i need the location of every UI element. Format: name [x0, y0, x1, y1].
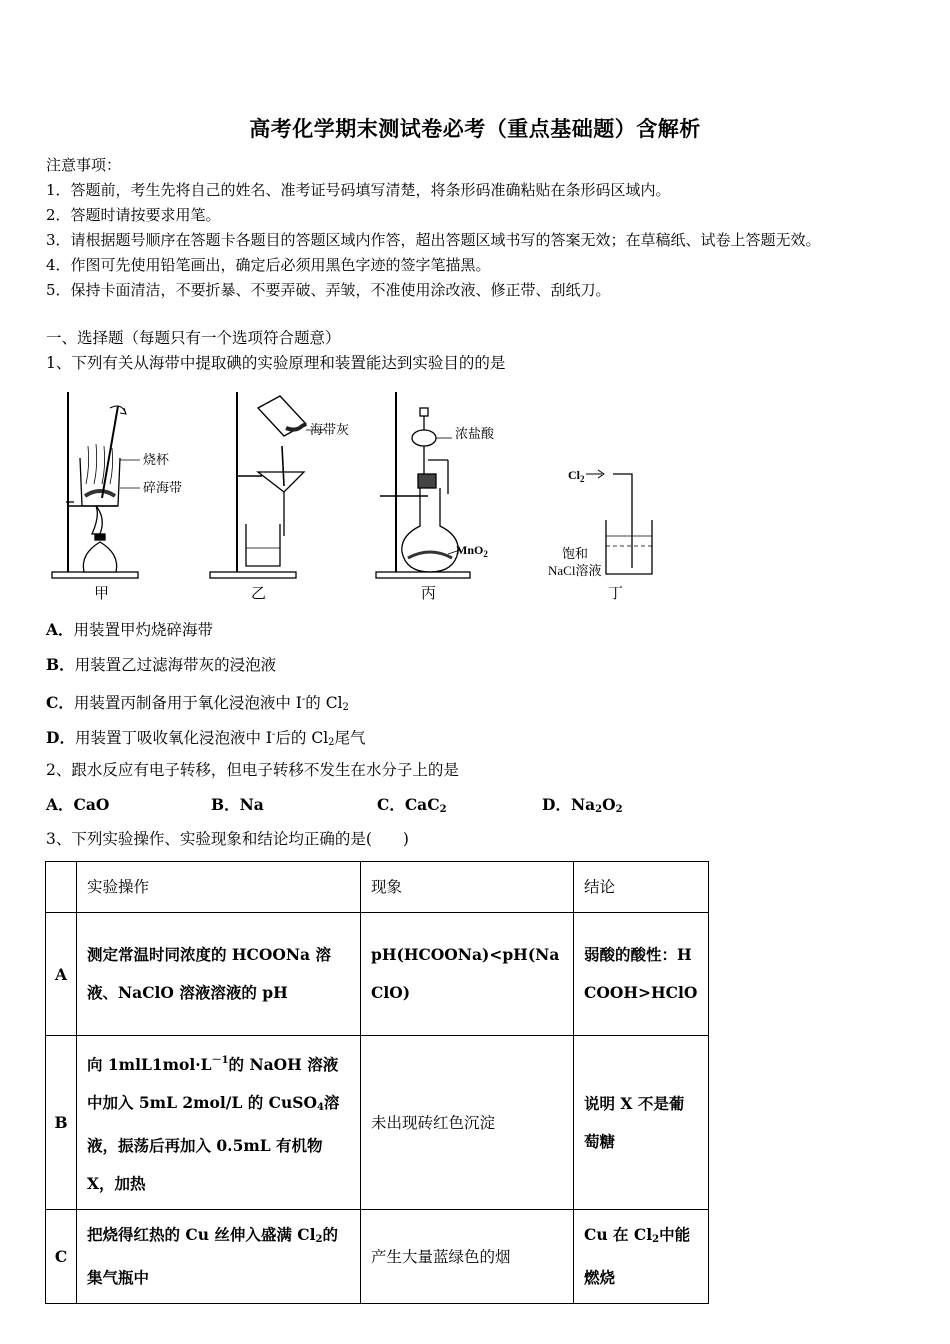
q1-option-c: C．用装置丙制备用于氧化浸泡液中 I-的 $Cl_2$	[46, 693, 349, 713]
notice-block	[46, 153, 821, 303]
label-saturated: 饱和	[562, 546, 589, 561]
row-a-key: A	[46, 913, 77, 1036]
notice-item-1: 1．答题前，考生先将自己的姓名、准考证号码填写清楚，将条形码准确粘贴在条形码区域内。	[46, 181, 671, 199]
notice-item-4: 4．作图可先使用铅笔画出，确定后必须用黑色字迹的签字笔描黑。	[46, 256, 491, 274]
q2-option-d: D．$Na_2O_2$	[542, 795, 623, 815]
row-c-conclusion: Cu 在 $Cl_2$中能燃烧	[574, 1210, 709, 1304]
row-b-key: B	[46, 1036, 77, 1210]
apparatus-jia	[52, 392, 140, 578]
label-hcl: 浓盐酸	[455, 426, 495, 441]
row-a-conclusion: 弱酸的酸性：HCOOH>HClO	[574, 913, 709, 1036]
apparatus-ding	[586, 470, 652, 574]
q1-option-b: B．用装置乙过滤海带灰的浸泡液	[46, 655, 277, 674]
label-cl2: $Cl_2$	[568, 468, 585, 484]
table-row	[46, 1036, 709, 1210]
label-mno2: MnO$_2$	[456, 543, 488, 559]
row-a-operation: 测定常温时同浓度的 HCOONa 溶液、NaClO 溶液溶液的 pH	[77, 913, 361, 1036]
table-header-operation: 实验操作	[77, 862, 361, 913]
row-c-key: C	[46, 1210, 77, 1304]
row-c-phenomenon: 产生大量蓝绿色的烟	[361, 1210, 574, 1304]
notice-heading: 注意事项：	[46, 156, 122, 174]
table-header-key	[46, 862, 77, 913]
q2-option-b: B．Na	[211, 795, 264, 814]
row-b-operation: 向 $1mlL1mol\cdot L^{-1}$的 NaOH 溶液中加入 5mL 2mol/L 的 CuSO$_4$溶液，振荡后再加入 0.5mL 有机物 X，加热	[77, 1036, 361, 1210]
table-header-phenomenon: 现象	[361, 862, 574, 913]
caption-ding: 丁	[608, 586, 624, 602]
row-c-operation: 把烧得红热的 Cu 丝伸入盛满 $Cl_2$的集气瓶中	[77, 1210, 361, 1304]
row-b-phenomenon: 未出现砖红色沉淀	[361, 1036, 574, 1210]
q2-option-a: A．CaO	[46, 795, 110, 814]
question-2-stem: 2、跟水反应有电子转移，但电子转移不发生在水分子上的是	[46, 761, 459, 779]
question-1-stem: 1、下列有关从海带中提取碘的实验原理和装置能达到实验目的的是	[46, 354, 506, 372]
apparatus-figure	[40, 386, 680, 604]
row-a-phenomenon: pH(HCOONa)<pH(NaClO)	[361, 913, 574, 1036]
caption-bing: 丙	[421, 586, 437, 602]
notice-item-3: 3．请根据题号顺序在答题卡各题目的答题区域内作答，超出答题区域书写的答案无效；在草稿纸、试卷上答题无效。	[46, 231, 821, 249]
q2-option-c: C．CaC$_2$	[377, 795, 447, 815]
caption-yi: 乙	[251, 586, 267, 602]
section-title: 一、选择题（每题只有一个选项符合题意）	[46, 329, 341, 347]
page-title: 高考化学期末测试卷必考（重点基础题）含解析	[249, 116, 701, 141]
q1-option-d: D．用装置丁吸收氧化浸泡液中 I-后的 $Cl_2$尾气	[46, 728, 366, 748]
row-b-conclusion: 说明 X 不是葡萄糖	[574, 1036, 709, 1210]
q1-option-a: A．用装置甲灼烧碎海带	[46, 620, 214, 639]
table-row	[46, 913, 709, 1036]
apparatus-yi	[210, 392, 326, 578]
caption-jia: 甲	[94, 586, 110, 602]
label-beaker: 烧杯	[143, 452, 170, 467]
table-header-row	[46, 862, 709, 913]
table-row	[46, 1210, 709, 1304]
label-ash: 海带灰	[310, 422, 350, 437]
question-3-stem: 3、下列实验操作、实验现象和结论均正确的是( )	[46, 830, 409, 848]
q3-table	[45, 861, 709, 1304]
notice-item-2: 2．答题时请按要求用笔。	[46, 206, 221, 224]
label-seaweed: 碎海带	[143, 480, 183, 495]
notice-item-5: 5．保持卡面清洁，不要折暴、不要弄破、弄皱，不准使用涂改液、修正带、刮纸刀。	[46, 281, 611, 299]
table-header-conclusion: 结论	[574, 862, 709, 913]
label-nacl-solution: NaCl溶液	[548, 563, 602, 578]
